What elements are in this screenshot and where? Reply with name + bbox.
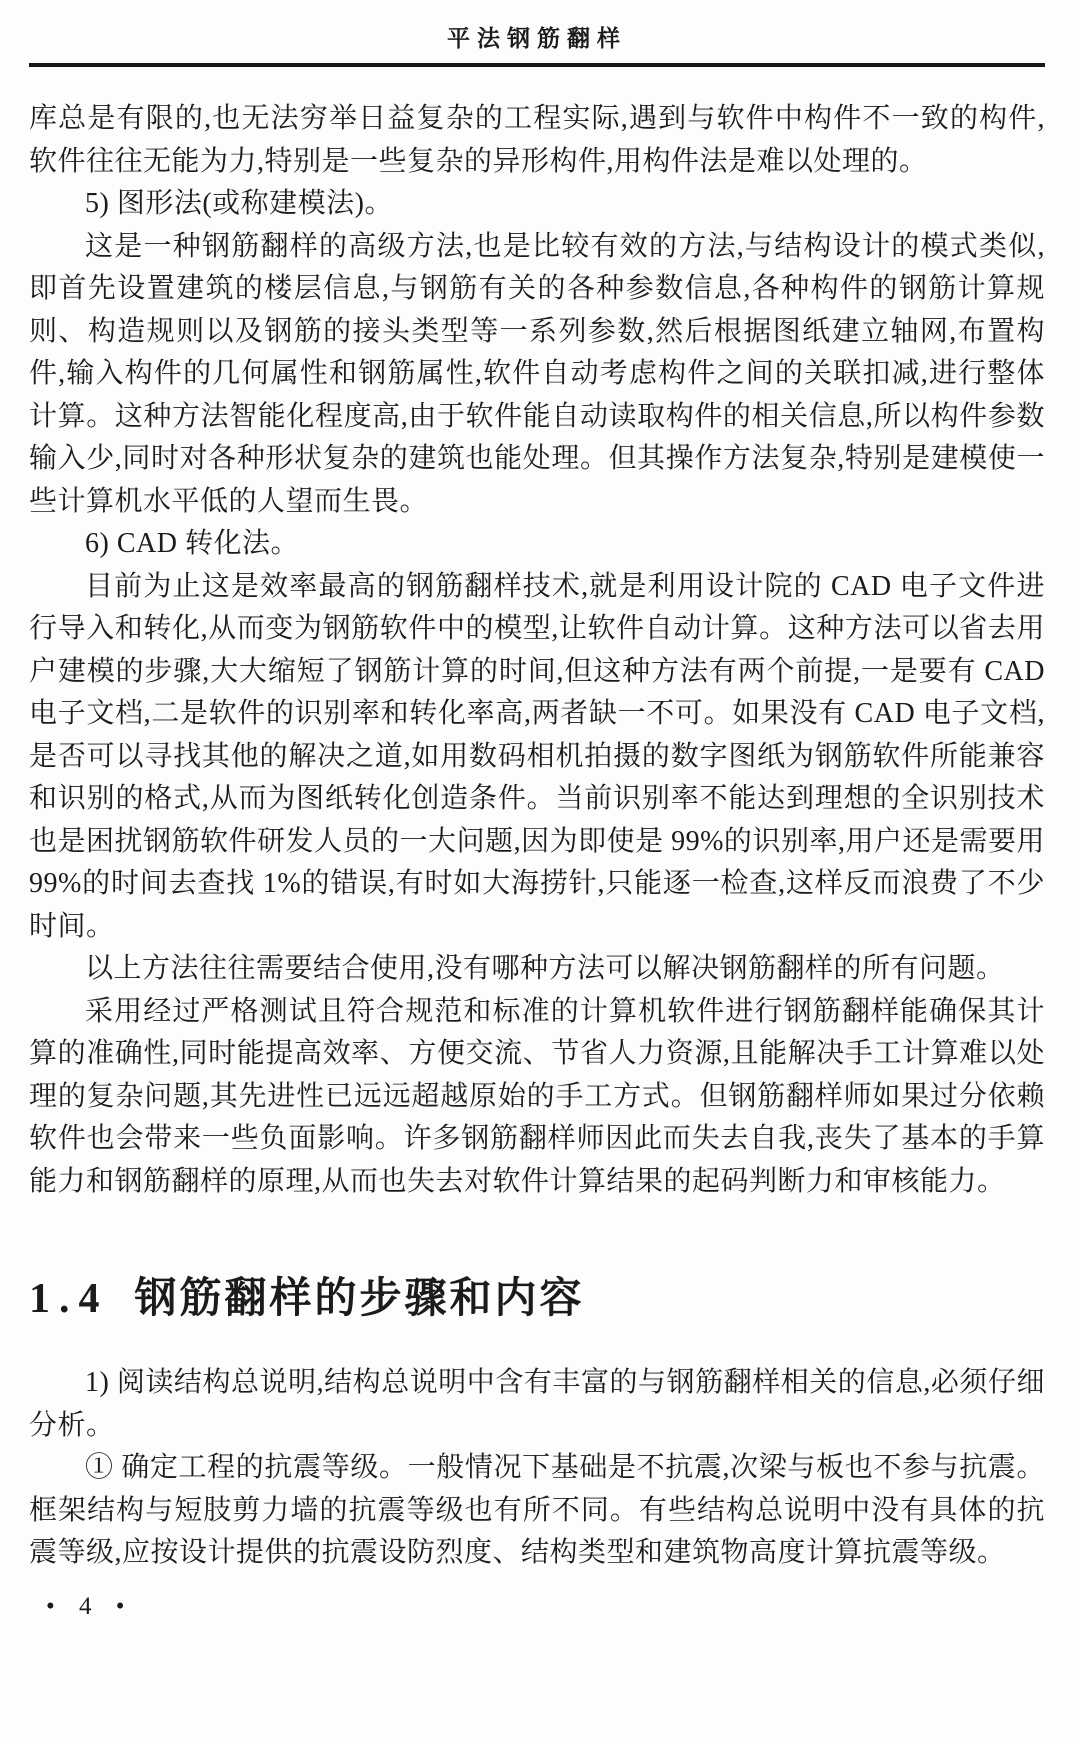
running-head-title: 平法钢筋翻样 xyxy=(447,26,627,51)
section-heading xyxy=(29,1269,1045,1328)
paragraph-graphic-method: 这是一种钢筋翻样的高级方法,也是比较有效的方法,与结构设计的模式类似,即首先设置建筑的楼层信息,与钢筋有关的各种参数信息,各种构件的钢筋计算规则、构造规则以及钢筋的接头类型等一系列参数,然后根据图纸建立轴网,布置构件,输入构件的几何属性和钢筋属性,软件自动考虑构件之间的关联扣减,进行整体计算。这种方法智能化程度高,由于软件能自动读取构件的相关信息,所以构件参数输入少,同时对各种形状复杂的建筑也能处理。但其操作方法复杂,特别是建模使一些计算机水平低的人望而生畏。 xyxy=(29,230,1045,517)
page-number: • 4 • xyxy=(46,1592,134,1620)
section-body-block xyxy=(29,1362,1045,1575)
paragraph-methods-combined: 以上方法往往需要结合使用,没有哪种方法可以解决钢筋翻样的所有问题。 xyxy=(85,953,1005,984)
paragraph-item-5: 5) 图形法(或称建模法)。 xyxy=(85,188,393,219)
paragraph-software-pros-cons: 采用经过严格测试且符合规范和标准的计算机软件进行钢筋翻样能确保其计算的准确性,同时能提高效率、方便交流、节省人力资源,且能解决手工计算难以处理的复杂问题,其先进性已远远超越原始的手工方式。但钢筋翻样师如果过分依赖软件也会带来一些负面影响。许多钢筋翻样师因此而失去自我,丧失了基本的手算能力和钢筋翻样的原理,从而也失去对软件计算结果的起码判断力和审核能力。 xyxy=(29,995,1045,1197)
section-number: 1.4 xyxy=(29,1276,109,1322)
paragraph-seismic-grade: ① 确定工程的抗震等级。一般情况下基础是不抗震,次梁与板也不参与抗震。框架结构与短肢剪力墙的抗震等级也有所不同。有些结构总说明中没有具体的抗震等级,应按设计提供的抗震设防烈度、结构类型和建筑物高度计算抗震等级。 xyxy=(29,1452,1045,1568)
header-rule xyxy=(29,63,1045,67)
section-title: 钢筋翻样的步骤和内容 xyxy=(134,1274,585,1321)
paragraph-item-6: 6) CAD 转化法。 xyxy=(85,528,299,559)
body-text-block xyxy=(29,98,1045,1203)
paragraph-read-general-notes: 1) 阅读结构总说明,结构总说明中含有丰富的与钢筋翻样相关的信息,必须仔细分析。 xyxy=(29,1367,1045,1441)
paragraph-continuation: 库总是有限的,也无法穷举日益复杂的工程实际,遇到与软件中构件不一致的构件,软件往往无能为力,特别是一些复杂的异形构件,用构件法是难以处理的。 xyxy=(29,103,1045,177)
paragraph-cad-method: 目前为止这是效率最高的钢筋翻样技术,就是利用设计院的 CAD 电子文件进行导入和转化,从而变为钢筋软件中的模型,让软件自动计算。这种方法可以省去用户建模的步骤,大大缩短了钢筋计算的时间,但这种方法有两个前提,一是要有 CAD 电子文档,二是软件的识别率和转化率高,两者缺一不可。如果没有 CAD 电子文档,是否可以寻找其他的解决之道,如用数码相机拍摄的数字图纸为钢筋软件所能兼容和识别的格式,从而为图纸转化创造条件。当前识别率不能达到理想的全识别技术也是困扰钢筋软件研发人员的一大问题,因为即使是 99%的识别率,用户还是需要用 99%的时间去查找 1%的错误,有时如大海捞针,只能逐一检查,这样反而浪费了不少时间。 xyxy=(29,570,1045,942)
